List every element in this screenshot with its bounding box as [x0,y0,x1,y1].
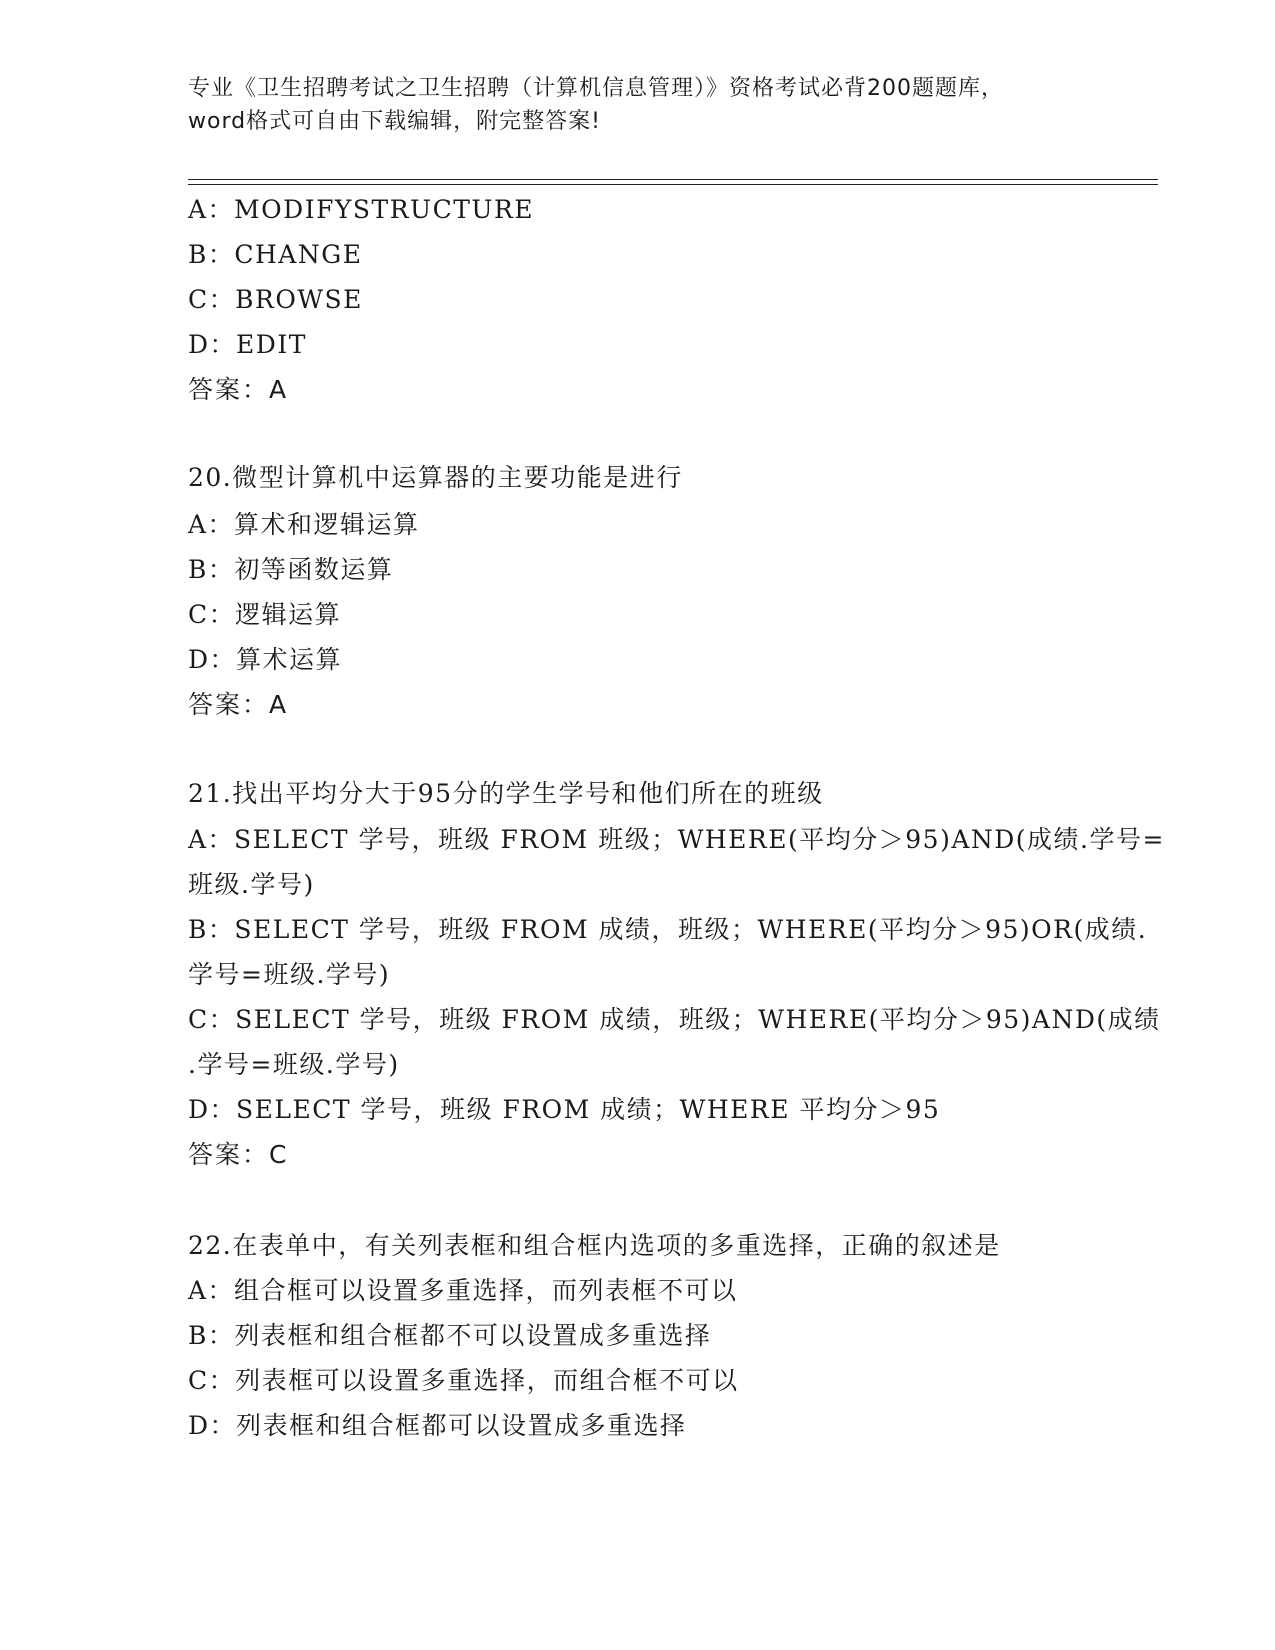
q21-answer: 答案：C [188,1140,289,1169]
q19-option-c: C：BROWSE [188,285,363,314]
q22-option-a: A：组合框可以设置多重选择，而列表框不可以 [188,1276,738,1305]
q19-option-b: B：CHANGE [188,240,363,269]
q20-answer: 答案：A [188,690,289,719]
q21-option-a-line-1: A：SELECT 学号，班级 FROM 班级；WHERE(平均分＞95)AND(成绩.学号= [188,825,1165,854]
q22-option-d: D：列表框和组合框都可以设置成多重选择 [188,1411,687,1440]
header-rule-top [188,179,1158,180]
header-title-line-1: 专业《卫生招聘考试之卫生招聘（计算机信息管理）》资格考试必背200题题库， [188,76,1004,101]
q20-option-c: C：逻辑运算 [188,600,342,629]
q22-option-c: C：列表框可以设置多重选择，而组合框不可以 [188,1366,739,1395]
header-rule-bottom [188,184,1158,185]
q19-option-d: D：EDIT [188,330,307,359]
q21-option-b-line-1: B：SELECT 学号，班级 FROM 成绩，班级；WHERE(平均分＞95)OR(成绩. [188,915,1148,944]
q21-question: 21.找出平均分大于95分的学生学号和他们所在的班级 [188,779,824,808]
q21-option-d: D：SELECT 学号，班级 FROM 成绩；WHERE 平均分＞95 [188,1095,941,1124]
q21-option-a-line-2: 班级.学号) [188,870,315,899]
document-header [188,72,1088,138]
q20-question: 20.微型计算机中运算器的主要功能是进行 [188,463,683,492]
q20-option-a: A：算术和逻辑运算 [188,510,420,539]
q22-question: 22.在表单中，有关列表框和组合框内选项的多重选择，正确的叙述是 [188,1231,1001,1260]
q21-option-b-line-2: 学号=班级.学号) [188,960,391,989]
header-title-line-2: word格式可自由下载编辑，附完整答案! [188,109,601,134]
q19-answer: 答案：A [188,375,289,404]
q19-option-a: A：MODIFYSTRUCTURE [188,195,535,224]
q20-option-d: D：算术运算 [188,645,343,674]
q20-option-b: B：初等函数运算 [188,555,394,584]
q21-option-c-line-1: C：SELECT 学号，班级 FROM 成绩，班级；WHERE(平均分＞95)AND(成绩 [188,1005,1161,1034]
q22-option-b: B：列表框和组合框都不可以设置成多重选择 [188,1321,712,1350]
q21-option-c-line-2: .学号=班级.学号) [188,1050,400,1079]
